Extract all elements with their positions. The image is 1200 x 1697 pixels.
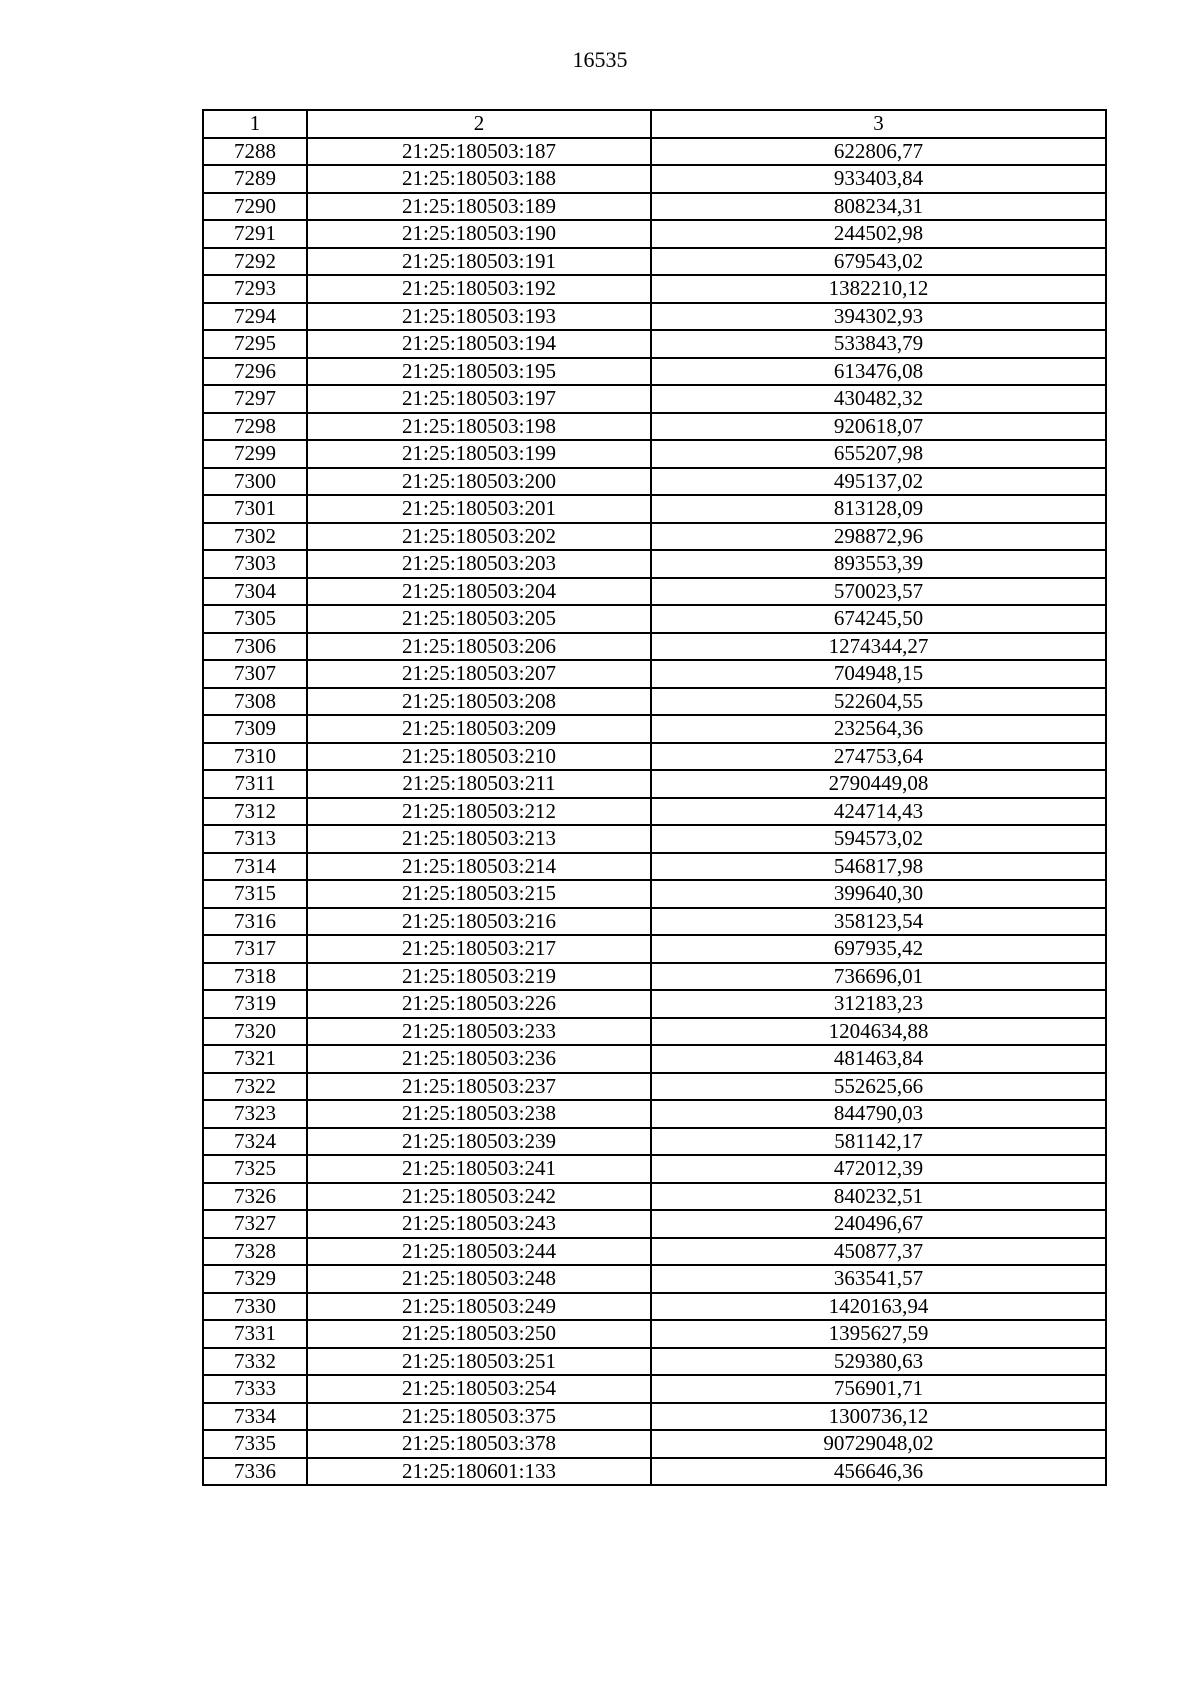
row-number-cell: 7309 bbox=[203, 715, 307, 743]
row-number-cell: 7322 bbox=[203, 1073, 307, 1101]
cadastral-number-cell: 21:25:180503:202 bbox=[307, 523, 651, 551]
table-row bbox=[203, 468, 1106, 496]
row-number-cell: 7323 bbox=[203, 1100, 307, 1128]
table-row bbox=[203, 1375, 1106, 1403]
table-row bbox=[203, 275, 1106, 303]
table-row bbox=[203, 440, 1106, 468]
table-row bbox=[203, 1100, 1106, 1128]
table-row bbox=[203, 715, 1106, 743]
value-cell: 240496,67 bbox=[651, 1210, 1106, 1238]
value-cell: 613476,08 bbox=[651, 358, 1106, 386]
column-header-1: 1 bbox=[203, 110, 307, 138]
value-cell: 581142,17 bbox=[651, 1128, 1106, 1156]
value-cell: 312183,23 bbox=[651, 990, 1106, 1018]
row-number-cell: 7290 bbox=[203, 193, 307, 221]
value-cell: 736696,01 bbox=[651, 963, 1106, 991]
row-number-cell: 7327 bbox=[203, 1210, 307, 1238]
row-number-cell: 7311 bbox=[203, 770, 307, 798]
cadastral-number-cell: 21:25:180503:199 bbox=[307, 440, 651, 468]
row-number-cell: 7324 bbox=[203, 1128, 307, 1156]
row-number-cell: 7310 bbox=[203, 743, 307, 771]
table-row bbox=[203, 990, 1106, 1018]
value-cell: 679543,02 bbox=[651, 248, 1106, 276]
table-row bbox=[203, 330, 1106, 358]
cadastral-number-cell: 21:25:180503:217 bbox=[307, 935, 651, 963]
value-cell: 232564,36 bbox=[651, 715, 1106, 743]
value-cell: 622806,77 bbox=[651, 138, 1106, 166]
value-cell: 697935,42 bbox=[651, 935, 1106, 963]
table-row bbox=[203, 825, 1106, 853]
row-number-cell: 7312 bbox=[203, 798, 307, 826]
value-cell: 430482,32 bbox=[651, 385, 1106, 413]
cadastral-number-cell: 21:25:180503:205 bbox=[307, 605, 651, 633]
row-number-cell: 7325 bbox=[203, 1155, 307, 1183]
row-number-cell: 7321 bbox=[203, 1045, 307, 1073]
row-number-cell: 7326 bbox=[203, 1183, 307, 1211]
table-row bbox=[203, 688, 1106, 716]
value-cell: 450877,37 bbox=[651, 1238, 1106, 1266]
table-row bbox=[203, 1210, 1106, 1238]
row-number-cell: 7293 bbox=[203, 275, 307, 303]
table-body bbox=[203, 138, 1106, 1486]
table-row bbox=[203, 1348, 1106, 1376]
cadastral-number-cell: 21:25:180503:206 bbox=[307, 633, 651, 661]
value-cell: 456646,36 bbox=[651, 1458, 1106, 1486]
cadastral-number-cell: 21:25:180503:214 bbox=[307, 853, 651, 881]
table-row bbox=[203, 193, 1106, 221]
cadastral-number-cell: 21:25:180503:190 bbox=[307, 220, 651, 248]
table-row bbox=[203, 660, 1106, 688]
value-cell: 570023,57 bbox=[651, 578, 1106, 606]
row-number-cell: 7319 bbox=[203, 990, 307, 1018]
value-cell: 90729048,02 bbox=[651, 1430, 1106, 1458]
cadastral-number-cell: 21:25:180503:251 bbox=[307, 1348, 651, 1376]
row-number-cell: 7328 bbox=[203, 1238, 307, 1266]
table-row bbox=[203, 853, 1106, 881]
cadastral-number-cell: 21:25:180503:188 bbox=[307, 165, 651, 193]
value-cell: 933403,84 bbox=[651, 165, 1106, 193]
cadastral-number-cell: 21:25:180503:212 bbox=[307, 798, 651, 826]
value-cell: 840232,51 bbox=[651, 1183, 1106, 1211]
cadastral-number-cell: 21:25:180503:238 bbox=[307, 1100, 651, 1128]
cadastral-number-cell: 21:25:180503:187 bbox=[307, 138, 651, 166]
cadastral-number-cell: 21:25:180503:208 bbox=[307, 688, 651, 716]
row-number-cell: 7302 bbox=[203, 523, 307, 551]
value-cell: 481463,84 bbox=[651, 1045, 1106, 1073]
cadastral-number-cell: 21:25:180503:209 bbox=[307, 715, 651, 743]
table-row bbox=[203, 138, 1106, 166]
table-row bbox=[203, 495, 1106, 523]
row-number-cell: 7307 bbox=[203, 660, 307, 688]
row-number-cell: 7297 bbox=[203, 385, 307, 413]
table-row bbox=[203, 1045, 1106, 1073]
value-cell: 808234,31 bbox=[651, 193, 1106, 221]
cadastral-number-cell: 21:25:180503:193 bbox=[307, 303, 651, 331]
table-row bbox=[203, 1073, 1106, 1101]
value-cell: 274753,64 bbox=[651, 743, 1106, 771]
row-number-cell: 7289 bbox=[203, 165, 307, 193]
cadastral-number-cell: 21:25:180503:375 bbox=[307, 1403, 651, 1431]
row-number-cell: 7318 bbox=[203, 963, 307, 991]
table-row bbox=[203, 248, 1106, 276]
table-row bbox=[203, 413, 1106, 441]
row-number-cell: 7300 bbox=[203, 468, 307, 496]
cadastral-number-cell: 21:25:180503:211 bbox=[307, 770, 651, 798]
row-number-cell: 7332 bbox=[203, 1348, 307, 1376]
table-row bbox=[203, 1458, 1106, 1486]
table-row bbox=[203, 1293, 1106, 1321]
table-row bbox=[203, 303, 1106, 331]
value-cell: 399640,30 bbox=[651, 880, 1106, 908]
table-row bbox=[203, 550, 1106, 578]
table-row bbox=[203, 1238, 1106, 1266]
value-cell: 244502,98 bbox=[651, 220, 1106, 248]
cadastral-number-cell: 21:25:180503:216 bbox=[307, 908, 651, 936]
table-row bbox=[203, 385, 1106, 413]
value-cell: 844790,03 bbox=[651, 1100, 1106, 1128]
row-number-cell: 7334 bbox=[203, 1403, 307, 1431]
row-number-cell: 7335 bbox=[203, 1430, 307, 1458]
cadastral-number-cell: 21:25:180503:250 bbox=[307, 1320, 651, 1348]
cadastral-number-cell: 21:25:180503:241 bbox=[307, 1155, 651, 1183]
value-cell: 1382210,12 bbox=[651, 275, 1106, 303]
value-cell: 1420163,94 bbox=[651, 1293, 1106, 1321]
row-number-cell: 7305 bbox=[203, 605, 307, 633]
row-number-cell: 7292 bbox=[203, 248, 307, 276]
cadastral-number-cell: 21:25:180503:203 bbox=[307, 550, 651, 578]
value-cell: 552625,66 bbox=[651, 1073, 1106, 1101]
cadastral-number-cell: 21:25:180503:237 bbox=[307, 1073, 651, 1101]
value-cell: 1274344,27 bbox=[651, 633, 1106, 661]
row-number-cell: 7329 bbox=[203, 1265, 307, 1293]
value-cell: 522604,55 bbox=[651, 688, 1106, 716]
row-number-cell: 7306 bbox=[203, 633, 307, 661]
row-number-cell: 7295 bbox=[203, 330, 307, 358]
row-number-cell: 7314 bbox=[203, 853, 307, 881]
value-cell: 1300736,12 bbox=[651, 1403, 1106, 1431]
table-row bbox=[203, 908, 1106, 936]
row-number-cell: 7291 bbox=[203, 220, 307, 248]
cadastral-number-cell: 21:25:180503:204 bbox=[307, 578, 651, 606]
value-cell: 1395627,59 bbox=[651, 1320, 1106, 1348]
cadastral-number-cell: 21:25:180503:236 bbox=[307, 1045, 651, 1073]
page-number: 16535 bbox=[572, 47, 628, 72]
cadastral-number-cell: 21:25:180503:244 bbox=[307, 1238, 651, 1266]
table-row bbox=[203, 935, 1106, 963]
row-number-cell: 7301 bbox=[203, 495, 307, 523]
table-row bbox=[203, 1265, 1106, 1293]
row-number-cell: 7303 bbox=[203, 550, 307, 578]
value-cell: 298872,96 bbox=[651, 523, 1106, 551]
row-number-cell: 7304 bbox=[203, 578, 307, 606]
data-table bbox=[202, 109, 1107, 1486]
cadastral-number-cell: 21:25:180503:239 bbox=[307, 1128, 651, 1156]
row-number-cell: 7313 bbox=[203, 825, 307, 853]
cadastral-number-cell: 21:25:180503:195 bbox=[307, 358, 651, 386]
value-cell: 2790449,08 bbox=[651, 770, 1106, 798]
value-cell: 363541,57 bbox=[651, 1265, 1106, 1293]
value-cell: 655207,98 bbox=[651, 440, 1106, 468]
cadastral-number-cell: 21:25:180601:133 bbox=[307, 1458, 651, 1486]
table-row bbox=[203, 743, 1106, 771]
cadastral-number-cell: 21:25:180503:192 bbox=[307, 275, 651, 303]
table-row bbox=[203, 523, 1106, 551]
cadastral-number-cell: 21:25:180503:200 bbox=[307, 468, 651, 496]
row-number-cell: 7296 bbox=[203, 358, 307, 386]
table-row bbox=[203, 633, 1106, 661]
row-number-cell: 7294 bbox=[203, 303, 307, 331]
cadastral-number-cell: 21:25:180503:242 bbox=[307, 1183, 651, 1211]
table-row bbox=[203, 220, 1106, 248]
cadastral-number-cell: 21:25:180503:207 bbox=[307, 660, 651, 688]
cadastral-number-cell: 21:25:180503:254 bbox=[307, 1375, 651, 1403]
row-number-cell: 7320 bbox=[203, 1018, 307, 1046]
value-cell: 1204634,88 bbox=[651, 1018, 1106, 1046]
row-number-cell: 7298 bbox=[203, 413, 307, 441]
value-cell: 594573,02 bbox=[651, 825, 1106, 853]
table-row bbox=[203, 1018, 1106, 1046]
value-cell: 394302,93 bbox=[651, 303, 1106, 331]
cadastral-number-cell: 21:25:180503:249 bbox=[307, 1293, 651, 1321]
column-header-3: 3 bbox=[651, 110, 1106, 138]
cadastral-number-cell: 21:25:180503:201 bbox=[307, 495, 651, 523]
value-cell: 424714,43 bbox=[651, 798, 1106, 826]
value-cell: 704948,15 bbox=[651, 660, 1106, 688]
cadastral-number-cell: 21:25:180503:226 bbox=[307, 990, 651, 1018]
row-number-cell: 7333 bbox=[203, 1375, 307, 1403]
value-cell: 495137,02 bbox=[651, 468, 1106, 496]
header-row bbox=[203, 110, 1106, 138]
cadastral-number-cell: 21:25:180503:248 bbox=[307, 1265, 651, 1293]
table-row bbox=[203, 880, 1106, 908]
table-row bbox=[203, 770, 1106, 798]
value-cell: 472012,39 bbox=[651, 1155, 1106, 1183]
cadastral-number-cell: 21:25:180503:213 bbox=[307, 825, 651, 853]
table-row bbox=[203, 1183, 1106, 1211]
value-cell: 529380,63 bbox=[651, 1348, 1106, 1376]
cadastral-number-cell: 21:25:180503:210 bbox=[307, 743, 651, 771]
table-row bbox=[203, 1320, 1106, 1348]
value-cell: 756901,71 bbox=[651, 1375, 1106, 1403]
cadastral-number-cell: 21:25:180503:378 bbox=[307, 1430, 651, 1458]
row-number-cell: 7316 bbox=[203, 908, 307, 936]
column-header-2: 2 bbox=[307, 110, 651, 138]
table-row bbox=[203, 1403, 1106, 1431]
value-cell: 674245,50 bbox=[651, 605, 1106, 633]
cadastral-number-cell: 21:25:180503:215 bbox=[307, 880, 651, 908]
table-row bbox=[203, 1155, 1106, 1183]
row-number-cell: 7331 bbox=[203, 1320, 307, 1348]
cadastral-number-cell: 21:25:180503:243 bbox=[307, 1210, 651, 1238]
table-row bbox=[203, 1430, 1106, 1458]
row-number-cell: 7288 bbox=[203, 138, 307, 166]
table-row bbox=[203, 798, 1106, 826]
row-number-cell: 7317 bbox=[203, 935, 307, 963]
value-cell: 920618,07 bbox=[651, 413, 1106, 441]
cadastral-number-cell: 21:25:180503:189 bbox=[307, 193, 651, 221]
value-cell: 893553,39 bbox=[651, 550, 1106, 578]
row-number-cell: 7299 bbox=[203, 440, 307, 468]
cadastral-number-cell: 21:25:180503:219 bbox=[307, 963, 651, 991]
cadastral-number-cell: 21:25:180503:198 bbox=[307, 413, 651, 441]
row-number-cell: 7315 bbox=[203, 880, 307, 908]
cadastral-number-cell: 21:25:180503:197 bbox=[307, 385, 651, 413]
table-row bbox=[203, 578, 1106, 606]
table-row bbox=[203, 963, 1106, 991]
table-row bbox=[203, 1128, 1106, 1156]
cadastral-number-cell: 21:25:180503:191 bbox=[307, 248, 651, 276]
value-cell: 546817,98 bbox=[651, 853, 1106, 881]
row-number-cell: 7308 bbox=[203, 688, 307, 716]
table-row bbox=[203, 358, 1106, 386]
cadastral-number-cell: 21:25:180503:233 bbox=[307, 1018, 651, 1046]
value-cell: 813128,09 bbox=[651, 495, 1106, 523]
table-header bbox=[203, 110, 1106, 138]
value-cell: 533843,79 bbox=[651, 330, 1106, 358]
table-row bbox=[203, 165, 1106, 193]
table-row bbox=[203, 605, 1106, 633]
cadastral-number-cell: 21:25:180503:194 bbox=[307, 330, 651, 358]
row-number-cell: 7330 bbox=[203, 1293, 307, 1321]
row-number-cell: 7336 bbox=[203, 1458, 307, 1486]
value-cell: 358123,54 bbox=[651, 908, 1106, 936]
